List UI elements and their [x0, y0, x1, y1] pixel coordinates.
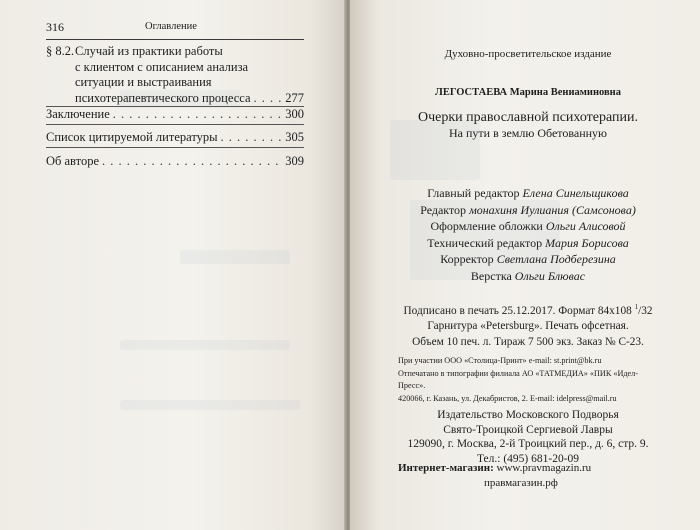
printing-house-line: Отпечатано в типографии филиала АО «ТАТМЕДИА» «ПИК «Идел-Пресс». — [398, 368, 638, 390]
online-shop-label: Интернет-магазин: — [398, 462, 494, 474]
toc-entry-title-line: ситуации и выстраивания — [75, 75, 212, 89]
toc-divider — [46, 124, 304, 125]
toc-entry-title-line: с клиентом с описанием анализа — [75, 59, 249, 74]
credit-line — [398, 268, 658, 285]
header-rule — [46, 39, 304, 40]
format-fraction-den: /32 — [638, 304, 653, 317]
toc-leader-dots — [221, 130, 283, 146]
print-signed-text: Подписано в печать 25.12.2017. Формат 84х108 — [403, 304, 635, 317]
print-volume-line: Объем 10 печ. л. Тираж 7 500 экз. Заказ № С-23. — [412, 335, 644, 348]
print-info — [398, 300, 658, 350]
printing-house-info — [398, 355, 658, 405]
credits-list — [398, 185, 658, 284]
credit-person: Ольги Блювас — [514, 268, 586, 283]
page-header — [46, 20, 304, 36]
credit-role: Редактор — [420, 202, 467, 217]
edition-type: Духовно-просветительское издание — [444, 48, 612, 60]
credit-person: Светлана Подберезина — [496, 252, 616, 266]
toc-entry-title-line: психотерапевтического процесса — [75, 90, 251, 105]
credit-person: Мария Борисова — [545, 235, 629, 250]
online-shop-url: правмагазин.рф — [484, 476, 558, 489]
toc-entry-title: Об авторе — [46, 154, 99, 168]
print-signed-line — [398, 300, 658, 319]
credit-line — [398, 202, 658, 219]
toc-entry-page: 309 — [285, 154, 304, 168]
publisher-line: Тел.: (495) 681-20-09 — [476, 452, 580, 465]
credit-role: Верстка — [470, 268, 512, 283]
credit-role: Оформление обложки — [430, 219, 543, 233]
credit-person: Ольги Алисовой — [545, 219, 626, 233]
publisher-info — [398, 408, 658, 466]
toc-leader-dots — [254, 91, 283, 107]
toc-entry-8-2 — [46, 44, 304, 106]
toc-entry-title: Заключение — [46, 107, 110, 121]
book-subtitle: На пути в землю Обетованную — [448, 126, 608, 140]
credit-line — [398, 185, 658, 202]
print-typeface-line: Гарнитура «Petersburg». Печать офсетная. — [427, 320, 629, 333]
toc-entry-page: 305 — [285, 130, 304, 144]
credit-line — [398, 218, 658, 235]
toc-entry-bibliography — [46, 130, 304, 146]
bleed-through-mark — [180, 250, 290, 264]
toc-entry-conclusion — [46, 107, 304, 123]
bleed-through-mark — [120, 340, 290, 350]
credit-line — [398, 235, 658, 252]
credit-line — [398, 251, 658, 268]
bleed-through-mark — [120, 400, 300, 410]
toc-entry-title: Список цитируемой литературы — [46, 130, 218, 144]
publisher-line: Издательство Московского Подворья — [437, 409, 619, 421]
online-shop-url: www.pravmagazin.ru — [496, 462, 592, 474]
toc-leader-dots — [102, 154, 282, 170]
credit-role: Технический редактор — [427, 235, 543, 250]
toc-leader-dots — [113, 107, 283, 123]
publisher-line: 129090, г. Москва, 2-й Троицкий пер., д. 6, стр. 9. — [407, 438, 649, 450]
author-name: ЛЕГОСТАЕВА Марина Вениаминовна — [435, 87, 621, 98]
credit-person: монахиня Иулиания (Самсонова) — [469, 202, 636, 217]
book-title: Очерки православной психотерапии. — [417, 110, 639, 125]
credit-role: Главный редактор — [427, 186, 520, 200]
publisher-line: Свято-Троицкой Сергиевой Лавры — [443, 423, 613, 436]
format-fraction-num: 1 — [634, 303, 639, 311]
toc-entry-about-author — [46, 154, 304, 170]
credit-role: Корректор — [440, 252, 494, 266]
printing-house-line: При участии ООО «Столица-Принт» e-mail: st.print@bk.ru — [398, 356, 602, 365]
toc-entry-page: 300 — [285, 107, 304, 121]
running-title: Оглавление — [145, 21, 197, 32]
toc-divider — [46, 147, 304, 148]
page-number: 316 — [46, 20, 64, 34]
toc-entry-number: § 8.2. — [46, 44, 75, 58]
printing-house-line: 420066, г. Казань, ул. Декабристов, 2. E-mail: idelpress@mail.ru — [398, 393, 617, 403]
online-shops — [398, 461, 658, 490]
toc-entry-title-line: Случай из практики работы — [75, 44, 223, 58]
toc-entry-page: 277 — [285, 90, 304, 105]
credit-person: Елена Синельщикова — [522, 186, 629, 200]
